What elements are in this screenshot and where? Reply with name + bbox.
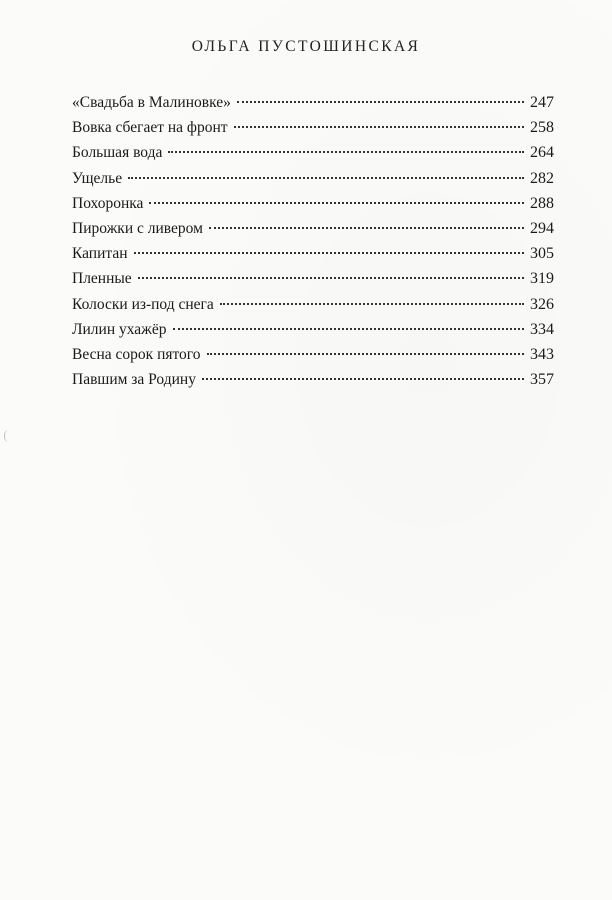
toc-entry-title: Похоронка — [72, 194, 144, 212]
toc-entry — [72, 90, 554, 115]
dot-leader — [173, 328, 524, 330]
toc-entry-page: 357 — [530, 371, 554, 389]
dot-leader — [128, 177, 524, 179]
toc-entry — [72, 266, 554, 291]
dot-leader — [168, 151, 524, 153]
toc-entry-page: 247 — [530, 94, 554, 111]
dot-leader — [234, 126, 524, 128]
toc-entry-page: 282 — [530, 169, 554, 187]
toc-entry — [72, 115, 554, 140]
dot-leader — [209, 227, 524, 229]
running-head-author: ОЛЬГА ПУСТОШИНСКАЯ — [191, 38, 421, 55]
dot-leader — [207, 353, 524, 355]
toc-entry-page: 264 — [530, 144, 554, 162]
dot-leader — [138, 277, 524, 279]
toc-entry — [72, 241, 554, 266]
toc-entry — [72, 166, 554, 191]
table-of-contents — [72, 90, 554, 392]
toc-entry — [72, 216, 554, 241]
toc-entry-page: 288 — [530, 194, 554, 212]
toc-entry-page: 319 — [530, 270, 554, 288]
toc-entry-title: Весна сорок пятого — [72, 345, 201, 363]
toc-entry-title: Колоски из-под снега — [72, 295, 214, 313]
toc-entry — [72, 317, 554, 342]
dot-leader — [220, 303, 524, 305]
toc-entry-title: Ущелье — [72, 169, 123, 187]
toc-entry-page: 334 — [530, 320, 554, 338]
toc-entry-title: Пирожки с ливером — [72, 219, 203, 237]
dot-leader — [149, 202, 524, 204]
toc-entry-page: 343 — [530, 345, 554, 363]
toc-entry-title: Павшим за Родину — [72, 371, 196, 389]
toc-entry — [72, 191, 554, 216]
dot-leader — [237, 101, 524, 103]
toc-entry-title: Пленные — [72, 270, 132, 288]
toc-entry-page: 258 — [530, 119, 554, 137]
toc-entry-title: Большая вода — [72, 144, 163, 162]
toc-entry-page: 294 — [530, 219, 554, 237]
toc-entry — [72, 292, 554, 317]
toc-entry-page: 326 — [530, 295, 554, 313]
toc-entry — [72, 140, 554, 165]
dot-leader — [202, 378, 524, 380]
toc-entry — [72, 342, 554, 367]
toc-entry-title: «Свадьба в Малиновке» — [72, 94, 231, 111]
toc-entry — [72, 367, 554, 392]
toc-entry-page: 305 — [530, 245, 554, 263]
scan-edge-mark — [4, 430, 11, 442]
toc-entry-title: Капитан — [72, 245, 128, 263]
dot-leader — [134, 252, 524, 254]
toc-entry-title: Лилин ухажёр — [72, 320, 167, 338]
toc-entry-title: Вовка сбегает на фронт — [72, 119, 228, 137]
